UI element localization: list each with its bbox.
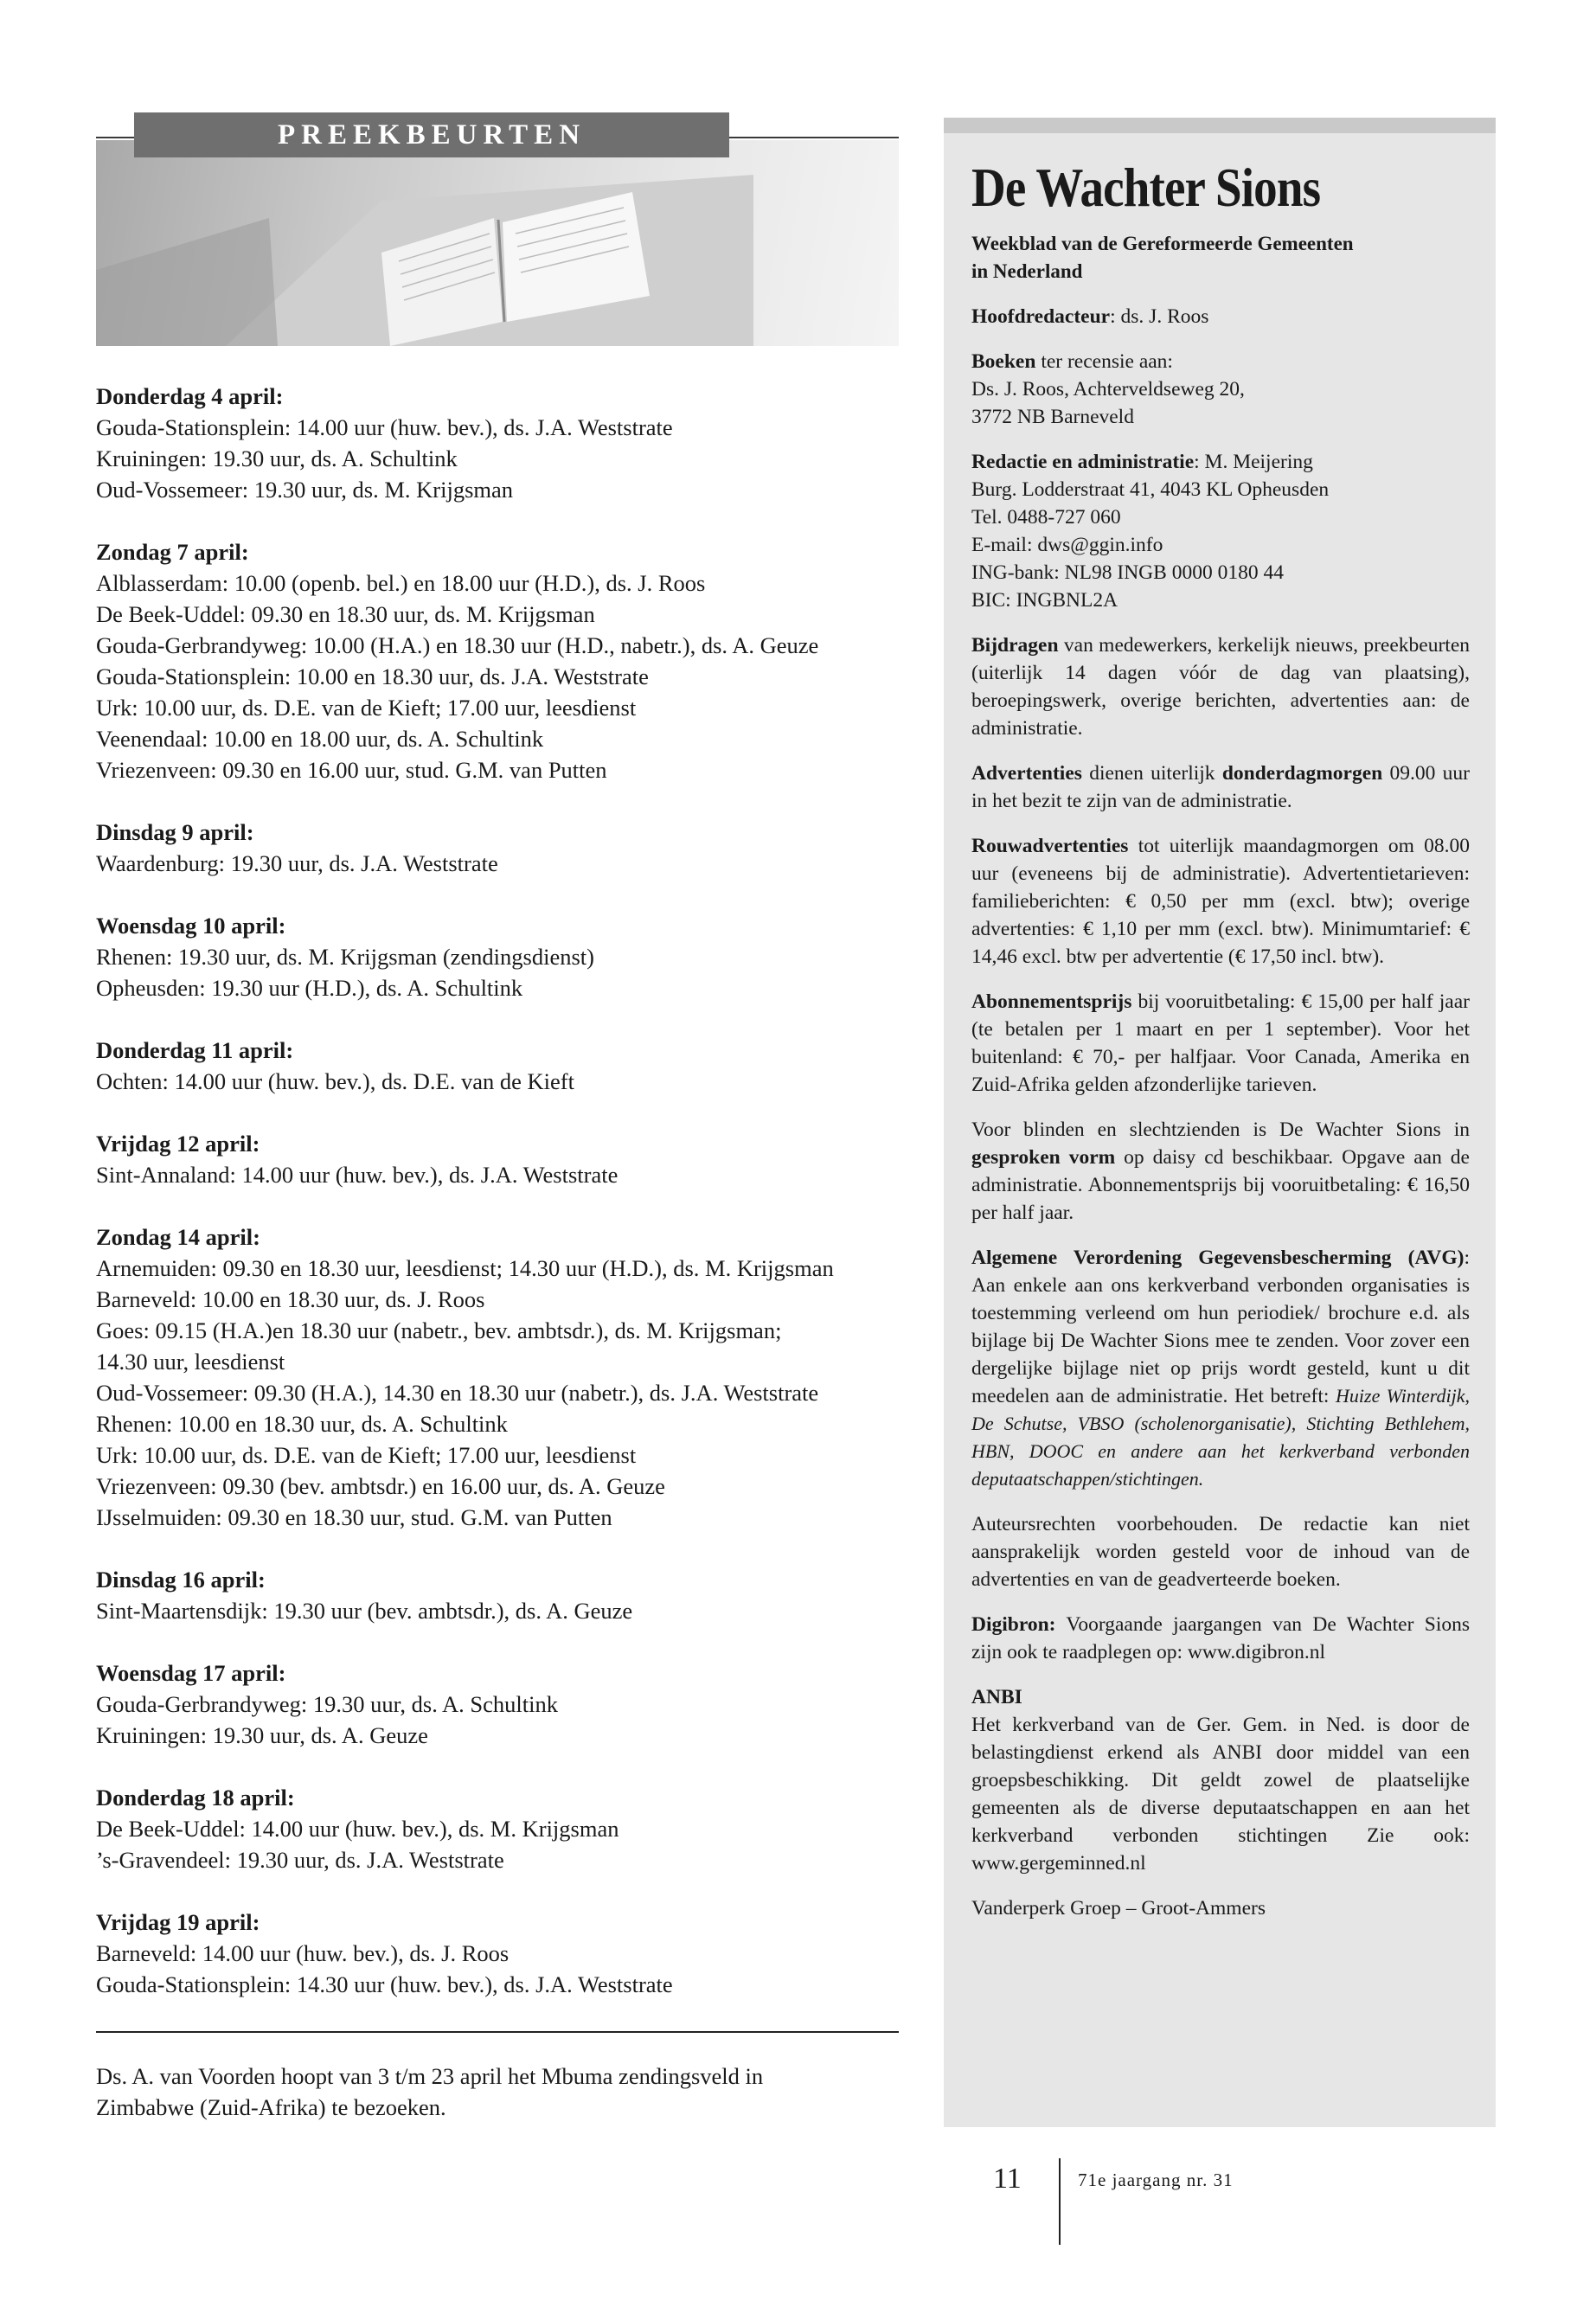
- printer-block: Vanderperk Groep – Groot-Ammers: [971, 1897, 1266, 1920]
- books-block: Boeken ter recensie aan: Ds. J. Roos, Achterveldseweg 20, 3772 NB Barneveld: [971, 350, 1245, 428]
- day-block: [96, 381, 899, 505]
- masthead-subtitle: Weekblad van de Gereformeerde Gemeenten in Nederland: [971, 233, 1354, 282]
- service-entry: Gouda-Stationsplein: 14.00 uur (huw. bev.), ds. J.A. Weststrate: [96, 414, 673, 440]
- day-block: [96, 1128, 899, 1190]
- day-title: Woensdag 17 april:: [96, 1660, 286, 1686]
- administration-block: Redactie en administratie: M. Meijering Burg. Lodderstraat 41, 4043 KL Opheusden Tel. 0488-727 060 E-mail: dws@ggin.info ING-bank: NL98 INGB 0000 0180 44 BIC: INGBNL2A: [971, 451, 1330, 612]
- day-block: [96, 817, 899, 879]
- service-entry: Gouda-Gerbrandyweg: 10.00 (H.A.) en 18.30 uur (H.D., nabetr.), ds. A. Geuze: [96, 632, 819, 658]
- section-heading: PREEKBEURTEN: [134, 112, 729, 157]
- issue-info: 71e jaargang nr. 31: [1078, 2170, 1234, 2190]
- day-block: [96, 1657, 899, 1751]
- service-entry: 14.30 uur, leesdienst: [96, 1349, 285, 1375]
- service-entry: Veenendaal: 10.00 en 18.00 uur, ds. A. Schultink: [96, 726, 544, 752]
- masthead-title: De Wachter Sions: [971, 157, 1321, 218]
- preekbeurten-banner: [96, 112, 899, 346]
- copyright-block: Auteursrechten voorbehouden. De redactie kan niet aansprakelijk worden gesteld voor de inhoud van de advertenties en van de geadverteerde boeken.: [971, 1513, 1470, 1591]
- announcement: Ds. A. van Voorden hoopt van 3 t/m 23 april het Mbuma zendingsveld in Zimbabwe (Zuid-Afrika) te bezoeken.: [96, 2063, 764, 2120]
- day-title: Dinsdag 16 april:: [96, 1567, 266, 1593]
- day-title: Vrijdag 12 april:: [96, 1131, 260, 1157]
- service-entry: Ochten: 14.00 uur (huw. bev.), ds. D.E. van de Kieft: [96, 1068, 574, 1094]
- day-block: [96, 536, 899, 785]
- service-entry: Oud-Vossemeer: 09.30 (H.A.), 14.30 en 18.30 uur (nabetr.), ds. J.A. Weststrate: [96, 1380, 819, 1406]
- day-title: Woensdag 10 april:: [96, 913, 286, 939]
- contributions-block: Bijdragen van medewerkers, kerkelijk nieuws, preekbeurten (uiterlijk 14 dagen vóór de dag van plaatsing), beroepingswerk, overige berichten, advertenties aan: de administratie.: [971, 634, 1470, 740]
- service-entry: De Beek-Uddel: 09.30 en 18.30 uur, ds. M. Krijgsman: [96, 601, 595, 627]
- day-block: [96, 910, 899, 1003]
- service-entry: Alblasserdam: 10.00 (openb. bel.) en 18.00 uur (H.D.), ds. J. Roos: [96, 570, 706, 596]
- day-block: [96, 1782, 899, 1875]
- day-title: Donderdag 11 april:: [96, 1037, 294, 1063]
- day-title: Dinsdag 9 april:: [96, 819, 254, 845]
- service-entry: Urk: 10.00 uur, ds. D.E. van de Kieft; 17.00 uur, leesdienst: [96, 1442, 637, 1468]
- service-entry: Sint-Maartensdijk: 19.30 uur (bev. ambtsdr.), ds. A. Geuze: [96, 1598, 633, 1624]
- day-title: Zondag 7 april:: [96, 539, 249, 565]
- service-entry: De Beek-Uddel: 14.00 uur (huw. bev.), ds. M. Krijgsman: [96, 1816, 619, 1842]
- service-entry: Rhenen: 10.00 en 18.30 uur, ds. A. Schultink: [96, 1411, 508, 1437]
- left-column: [96, 112, 899, 2123]
- service-entry: Opheusden: 19.30 uur (H.D.), ds. A. Schultink: [96, 975, 523, 1001]
- gdpr-block: Algemene Verordening Gegevensbescherming (AVG): Aan enkele aan ons kerkverband verbonden organisaties is toestemming verleend om hun periodiek/ brochure e.d. als bijlage bij De Wachter Sions mee te zenden. Voor zover een dergelijke bijlage niet op prijs wordt gesteld, kunt u dit meedelen aan de administratie. Het betreft: Huize Winterdijk, De Schutse, VBSO (scholenorganisatie), Stichting Bethlehem, HBN, DOOC en andere aan het kerkverband verbonden deputaatschappen/stichtingen.: [971, 1247, 1470, 1490]
- service-entry: Sint-Annaland: 14.00 uur (huw. bev.), ds. J.A. Weststrate: [96, 1162, 619, 1188]
- day-block: [96, 1907, 899, 2000]
- divider: [96, 2031, 899, 2033]
- anbi-block: ANBI Het kerkverband van de Ger. Gem. in Ned. is door de belastingdienst erkend als ANBI door middel van een groepsbeschikking. Dit geldt zowel de plaatselijke gemeenten als de diverse deputaatschappen en aan het kerkverband verbonden stichtingen Zie ook: www.gergeminned.nl: [971, 1686, 1470, 1875]
- service-entry: Gouda-Gerbrandyweg: 19.30 uur, ds. A. Schultink: [96, 1691, 559, 1717]
- service-entry: Vriezenveen: 09.30 (bev. ambtsdr.) en 16.00 uur, ds. A. Geuze: [96, 1473, 665, 1499]
- bible-photo: [96, 140, 899, 346]
- service-entry: Arnemuiden: 09.30 en 18.30 uur, leesdienst; 14.30 uur (H.D.), ds. M. Krijgsman: [96, 1255, 834, 1281]
- service-entry: Waardenburg: 19.30 uur, ds. J.A. Weststrate: [96, 850, 498, 876]
- service-entry: Gouda-Stationsplein: 10.00 en 18.30 uur, ds. J.A. Weststrate: [96, 663, 649, 689]
- open-book-icon: [96, 140, 899, 346]
- day-title: Zondag 14 april:: [96, 1224, 260, 1250]
- service-entry: Vriezenveen: 09.30 en 16.00 uur, stud. G.M. van Putten: [96, 757, 607, 783]
- service-entry: IJsselmuiden: 09.30 en 18.30 uur, stud. G.M. van Putten: [96, 1504, 612, 1530]
- service-entry: Oud-Vossemeer: 19.30 uur, ds. M. Krijgsman: [96, 477, 514, 503]
- day-block: [96, 1221, 899, 1533]
- subscription-block: Abonnementsprijs bij vooruitbetaling: € 15,00 per half jaar (te betalen per 1 maart en per 1 september). Voor het buitenland: € 70,- per halfjaar. Voor Canada, Amerika en Zuid-Afrika gelden afzonderlijke tarieven.: [971, 990, 1470, 1096]
- day-block: [96, 1564, 899, 1626]
- audio-edition-block: Voor blinden en slechtzienden is De Wachter Sions in gesproken vorm op daisy cd beschikbaar. Opgave aan de administratie. Abonnementsprijs bij vooruitbetaling: € 16,50 per half jaar.: [971, 1118, 1470, 1224]
- service-entry: Gouda-Stationsplein: 14.30 uur (huw. bev.), ds. J.A. Weststrate: [96, 1971, 673, 1997]
- digibron-block: Digibron: Voorgaande jaargangen van De Wachter Sions zijn ook te raadplegen op: www.digibron.nl: [971, 1613, 1470, 1663]
- page-number: 11: [993, 2163, 1022, 2195]
- service-entry: Barneveld: 14.00 uur (huw. bev.), ds. J. Roos: [96, 1940, 510, 1966]
- editor-block: Hoofdredacteur: ds. J. Roos: [971, 305, 1209, 328]
- ads-block: Advertenties dienen uiterlijk donderdagmorgen 09.00 uur in het bezit te zijn van de administratie.: [971, 762, 1471, 812]
- service-entry: Goes: 09.15 (H.A.)en 18.30 uur (nabetr., bev. ambtsdr.), ds. M. Krijgsman;: [96, 1317, 782, 1343]
- day-block: [96, 1035, 899, 1097]
- service-entry: Barneveld: 10.00 en 18.30 uur, ds. J. Roos: [96, 1286, 485, 1312]
- day-title: Donderdag 18 april:: [96, 1785, 295, 1811]
- mourning-ads-block: Rouwadvertenties tot uiterlijk maandagmorgen om 08.00 uur (eveneens bij de administratie). Advertentietarieven: familieberichten: € 0,50 per mm (excl. btw); overige advertenties: € 1,10 per mm (excl. btw). Minimumtarief: € 14,46 excl. btw per advertentie (€ 17,50 incl. btw).: [971, 835, 1470, 968]
- service-entry: Kruiningen: 19.30 uur, ds. A. Geuze: [96, 1722, 428, 1748]
- day-title: Donderdag 4 april:: [96, 383, 284, 409]
- footer-divider: [1059, 2158, 1061, 2245]
- day-title: Vrijdag 19 april:: [96, 1909, 260, 1935]
- service-entry: Rhenen: 19.30 uur, ds. M. Krijgsman (zendingsdienst): [96, 944, 594, 970]
- service-schedule: [96, 381, 899, 2000]
- service-entry: ’s-Gravendeel: 19.30 uur, ds. J.A. Weststrate: [96, 1847, 504, 1873]
- service-entry: Kruiningen: 19.30 uur, ds. A. Schultink: [96, 445, 458, 471]
- service-entry: Urk: 10.00 uur, ds. D.E. van de Kieft; 17.00 uur, leesdienst: [96, 695, 637, 721]
- masthead-column: [944, 118, 1496, 2127]
